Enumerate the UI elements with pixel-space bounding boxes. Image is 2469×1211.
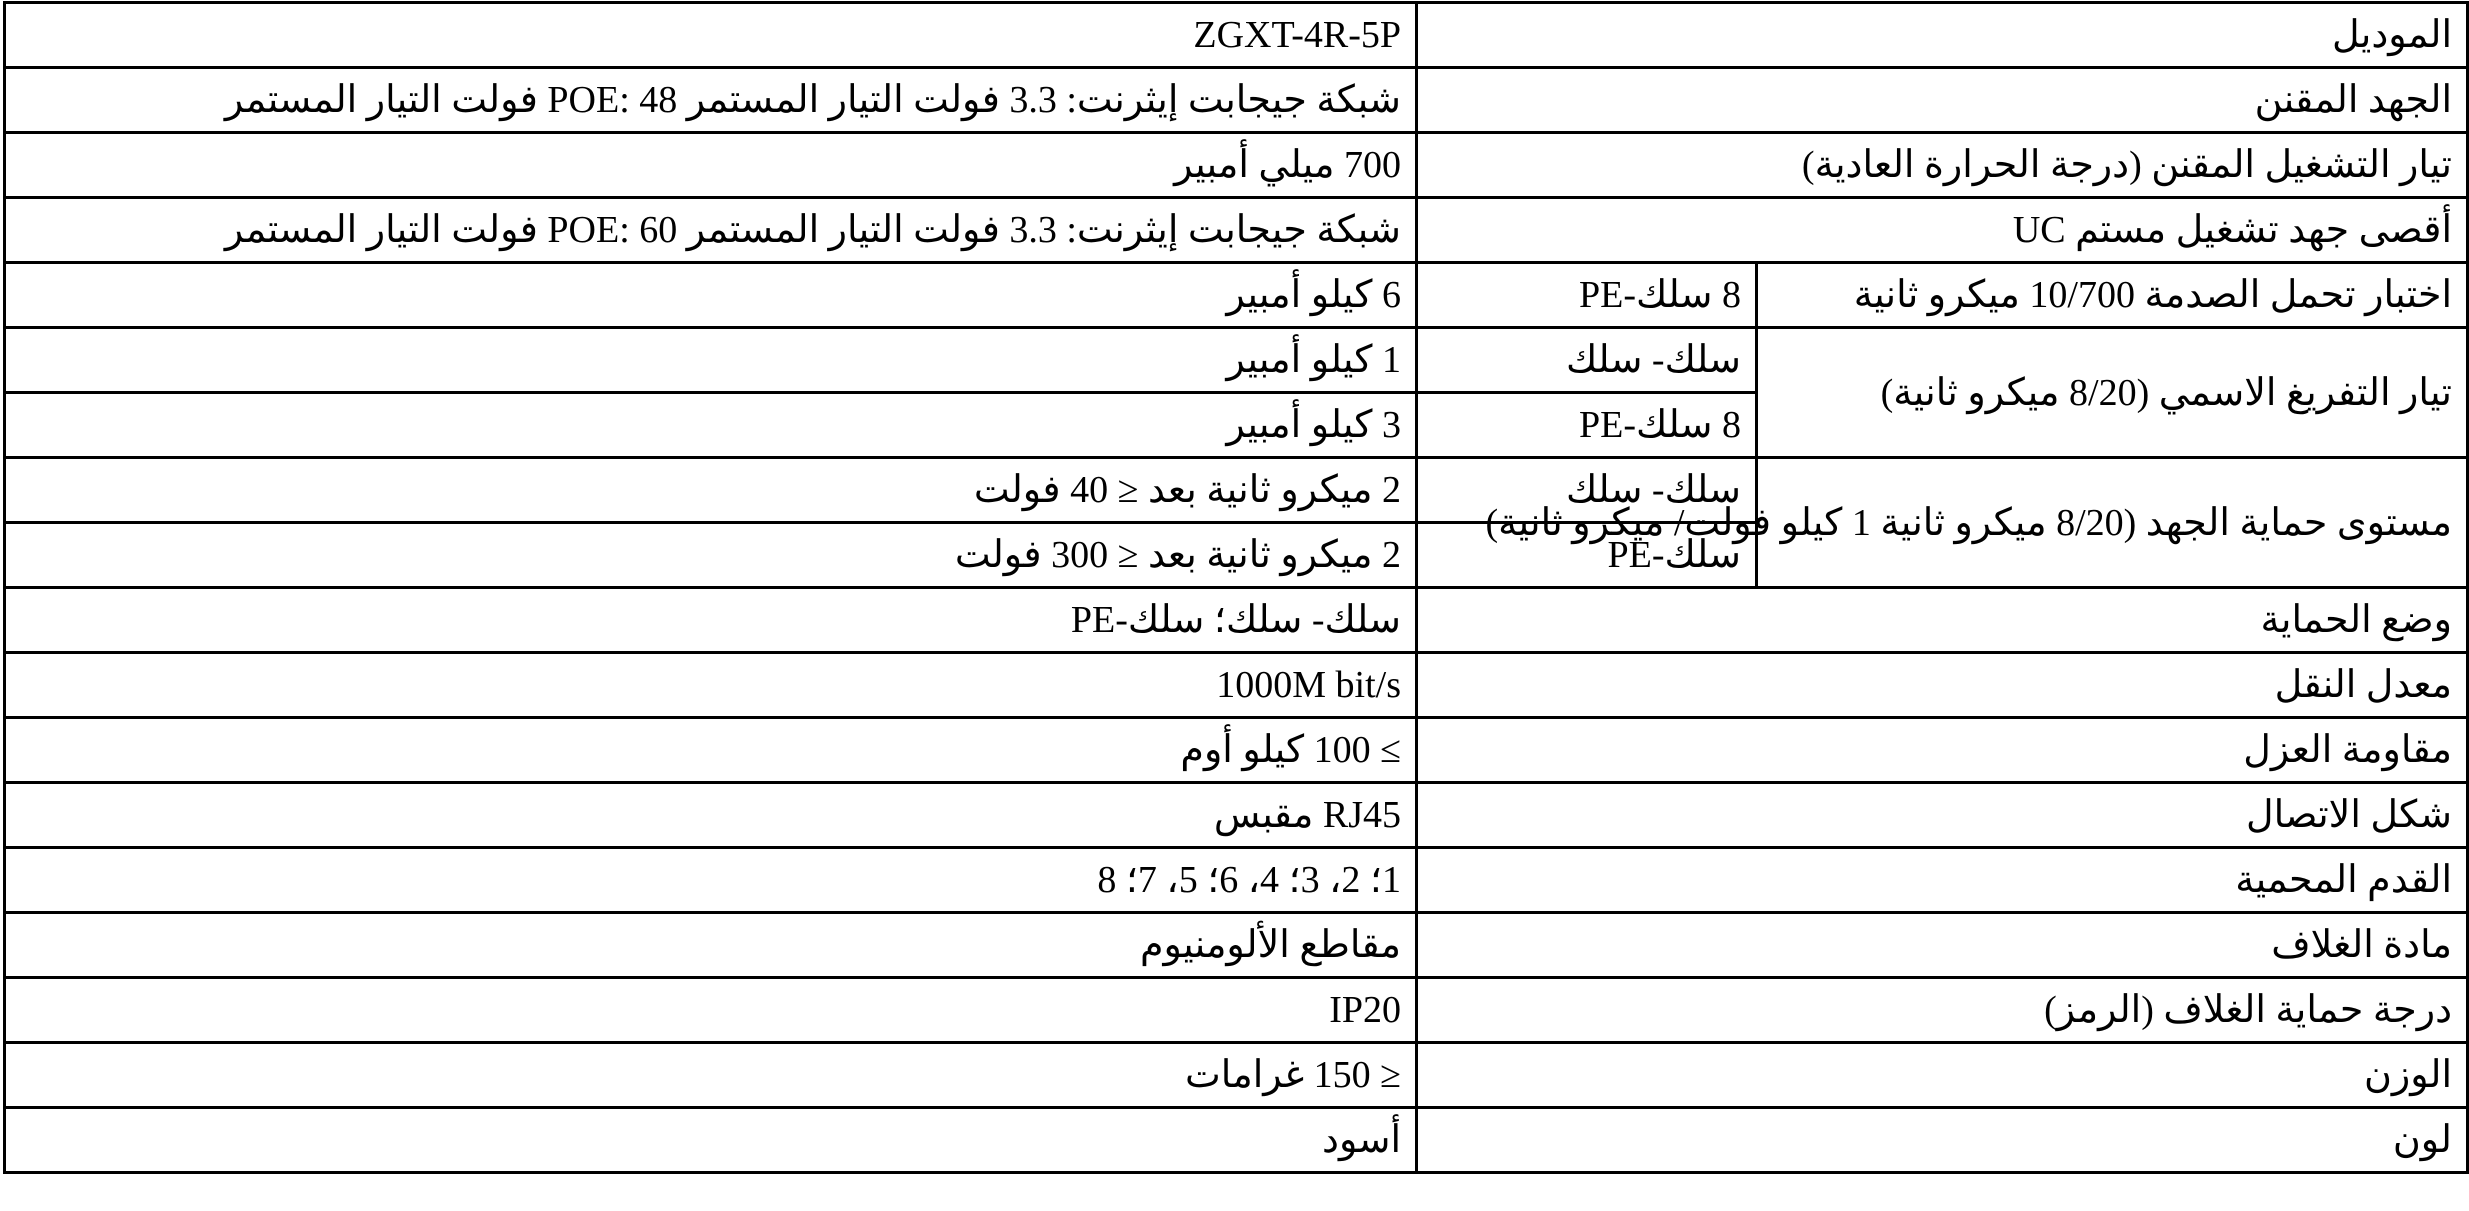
table-row	[5, 1043, 2468, 1108]
table-row	[5, 1108, 2468, 1173]
table-row	[5, 68, 2468, 133]
row-value: RJ45 مقبس	[5, 783, 1417, 848]
row-label: مستوى حماية الجهد (8/20 ميكرو ثانية 1 كيلو فولت/ ميكرو ثانية)	[1757, 458, 2468, 588]
row-value: مقاطع الألومنيوم	[5, 913, 1417, 978]
row-label: تيار التفريغ الاسمي (8/20 ميكرو ثانية)	[1757, 328, 2468, 458]
row-value: 1 كيلو أمبير	[5, 328, 1417, 393]
table-row	[5, 848, 2468, 913]
row-value: 2 ميكرو ثانية بعد ≤ 300 فولت	[5, 523, 1417, 588]
table-row	[5, 653, 2468, 718]
table-row	[5, 3, 2468, 68]
table-row	[5, 978, 2468, 1043]
row-value: 1؛ 2، 3؛ 4، 6؛ 5، 7؛ 8	[5, 848, 1417, 913]
table-row	[5, 783, 2468, 848]
spec-table	[3, 1, 2469, 1174]
table-row	[5, 588, 2468, 653]
row-label: مادة الغلاف	[1417, 913, 2468, 978]
row-label: شكل الاتصال	[1417, 783, 2468, 848]
row-value: 3 كيلو أمبير	[5, 393, 1417, 458]
row-sublabel: سلك- سلك	[1417, 328, 1757, 393]
row-label: مقاومة العزل	[1417, 718, 2468, 783]
row-label: القدم المحمية	[1417, 848, 2468, 913]
table-row	[5, 133, 2468, 198]
row-value: IP20	[5, 978, 1417, 1043]
table-row	[5, 718, 2468, 783]
row-label: الموديل	[1417, 3, 2468, 68]
row-value: ZGXT-4R-5P	[5, 3, 1417, 68]
row-label: تيار التشغيل المقنن (درجة الحرارة العادية)	[1417, 133, 2468, 198]
table-row	[5, 263, 2468, 328]
row-sublabel: 8 سلك-PE	[1417, 263, 1757, 328]
table-row	[5, 458, 2468, 523]
row-value: 2 ميكرو ثانية بعد ≤ 40 فولت	[5, 458, 1417, 523]
row-sublabel: سلك-PE	[1417, 523, 1757, 588]
row-label: أقصى جهد تشغيل مستم UC	[1417, 198, 2468, 263]
row-value: 6 كيلو أمبير	[5, 263, 1417, 328]
table-row	[5, 913, 2468, 978]
row-label: اختبار تحمل الصدمة 10/700 ميكرو ثانية	[1757, 263, 2468, 328]
row-value: سلك- سلك؛ سلك-PE	[5, 588, 1417, 653]
row-value: شبكة جيجابت إيثرنت: 3.3 فولت التيار المستمر POE: 48 فولت التيار المستمر	[5, 68, 1417, 133]
table-row	[5, 328, 2468, 393]
row-sublabel: 8 سلك-PE	[1417, 393, 1757, 458]
row-sublabel: سلك- سلك	[1417, 458, 1757, 523]
row-label: الوزن	[1417, 1043, 2468, 1108]
table-row	[5, 198, 2468, 263]
row-value: 700 ميلي أمبير	[5, 133, 1417, 198]
row-label: درجة حماية الغلاف (الرمز)	[1417, 978, 2468, 1043]
row-value: أسود	[5, 1108, 1417, 1173]
row-label: الجهد المقنن	[1417, 68, 2468, 133]
row-label: معدل النقل	[1417, 653, 2468, 718]
row-value: شبكة جيجابت إيثرنت: 3.3 فولت التيار المستمر POE: 60 فولت التيار المستمر	[5, 198, 1417, 263]
row-value: ≥ 100 كيلو أوم	[5, 718, 1417, 783]
row-value: ≤ 150 غرامات	[5, 1043, 1417, 1108]
row-label: وضع الحماية	[1417, 588, 2468, 653]
row-value: 1000M bit/s	[5, 653, 1417, 718]
row-label: لون	[1417, 1108, 2468, 1173]
